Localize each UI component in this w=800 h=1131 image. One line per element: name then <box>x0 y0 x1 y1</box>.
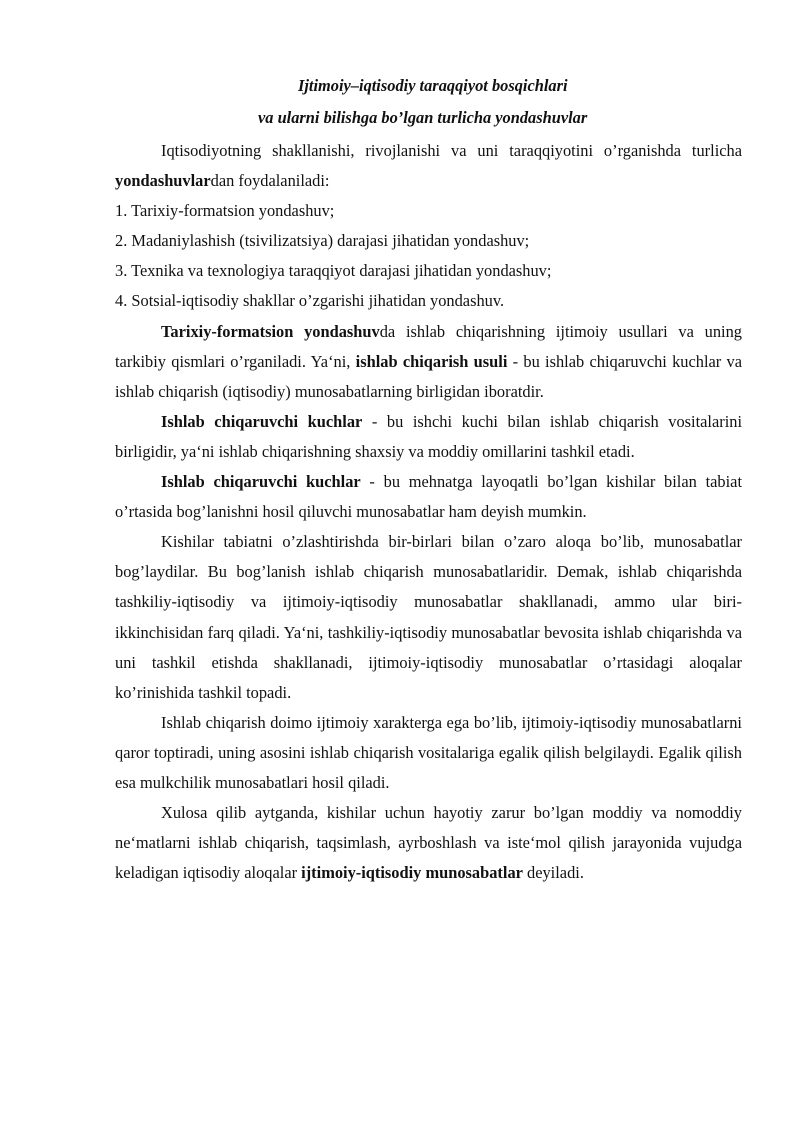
paragraph-text: - bu ishlab chiqaruvchi kuchlar va ishlab chiqarish (iqtisodiy) munosabatlarning birligidan iboratdir. <box>115 351 743 401</box>
list-item-3: 3. Texnika va texnologiya taraqqiyot darajasi jihatidan yondashuv; <box>115 261 552 281</box>
intro-paragraph <box>115 136 742 196</box>
document-title-line-1: Ijtimoiy–iqtisodiy taraqqiyot bosqichlari <box>298 76 568 95</box>
paragraph-productive-forces-2 <box>115 467 742 527</box>
paragraph-text: da ishlab chiqarishning ijtimoiy usullari va uning tarkibiy qismlari o’rganiladi. Ya‘ni, <box>115 321 742 371</box>
intro-text-end: dan foydalaniladi: <box>210 171 330 191</box>
bold-term: ijtimoiy-iqtisodiy munosabatlar <box>301 863 523 883</box>
paragraph-formational-approach <box>115 317 742 407</box>
paragraph-productive-forces <box>115 407 742 467</box>
paragraph-text: deyiladi. <box>522 863 584 883</box>
list-item-2: 2. Madaniylashish (tsivilizatsiya) darajasi jihatidan yondashuv; <box>115 231 530 251</box>
bold-term: Ishlab chiqaruvchi kuchlar <box>161 472 361 492</box>
list-item-1: 1. Tarixiy-formatsion yondashuv; <box>115 201 335 221</box>
paragraph-ownership: Ishlab chiqarish doimo ijtimoiy xarakterga ega bo’lib, ijtimoiy-iqtisodiy munosabatlarni qaror toptiradi, uning asosini ishlab chiqarish vositalariga egalik qilish belgilaydi. Egalik qilish esa mulkchilik munosabatlari hosil qiladi. <box>115 712 742 792</box>
paragraph-text: Xulosa qilib aytganda, kishilar uchun hayotiy zarur bo’lgan moddiy va nomoddiy ne‘matlarni ishlab chiqarish, taqsimlash, ayrboshlash va iste‘mol qilish jarayonida vujudga keladigan iqtisodiy aloqalar <box>115 803 742 883</box>
paragraph-text: - bu mehnatga layoqatli bo’lgan kishilar bilan tabiat o’rtasida bog’lanishni hosil qiluvchi munosabatlar ham deyish mumkin. <box>115 472 742 522</box>
document-body <box>115 136 742 888</box>
document-title-line-2: va ularni bilishga bo’lgan turlicha yondashuvlar <box>258 108 588 127</box>
list-item-4: 4. Sotsial-iqtisodiy shakllar o’zgarishi jihatidan yondashuv. <box>115 291 505 311</box>
bold-term: Tarixiy-formatsion yondashuv <box>161 321 380 341</box>
intro-bold-term: yondashuvlar <box>115 171 211 191</box>
paragraph-conclusion <box>115 798 742 888</box>
paragraph-relations: Kishilar tabiatni o’zlashtirishda bir-birlari bilan o’zaro aloqa bo’lib, munosabatlar bog’laydilar. Bu bog’lanish ishlab chiqarish munosabatlaridir. Demak, ishlab chiqarishda tashkiliy-iqtisodiy va ijtimoiy-iqtisodiy munosabatlar shakllanadi, ammo ular biri-ikkinchisidan farq qiladi. Ya‘ni, tashkiliy-iqtisodiy munosabatlar bevosita ishlab chiqarishda va uni tashkil etishda shakllanadi, ijtimoiy-iqtisodiy munosabatlar o’rtasidagi aloqalar ko’rinishida tashkil topadi. <box>115 532 742 702</box>
bold-term: ishlab chiqarish usuli <box>355 351 508 371</box>
intro-text: Iqtisodiyotning shakllanishi, rivojlanishi va uni taraqqiyotini o’rganishda turlicha <box>161 141 742 160</box>
bold-term: Ishlab chiqaruvchi kuchlar <box>161 411 363 431</box>
paragraph-text: - bu ishchi kuchi bilan ishlab chiqarish vositalarini birligidir, ya‘ni ishlab chiqarishning shaxsiy va moddiy omillarini tashkil etadi. <box>115 411 742 461</box>
